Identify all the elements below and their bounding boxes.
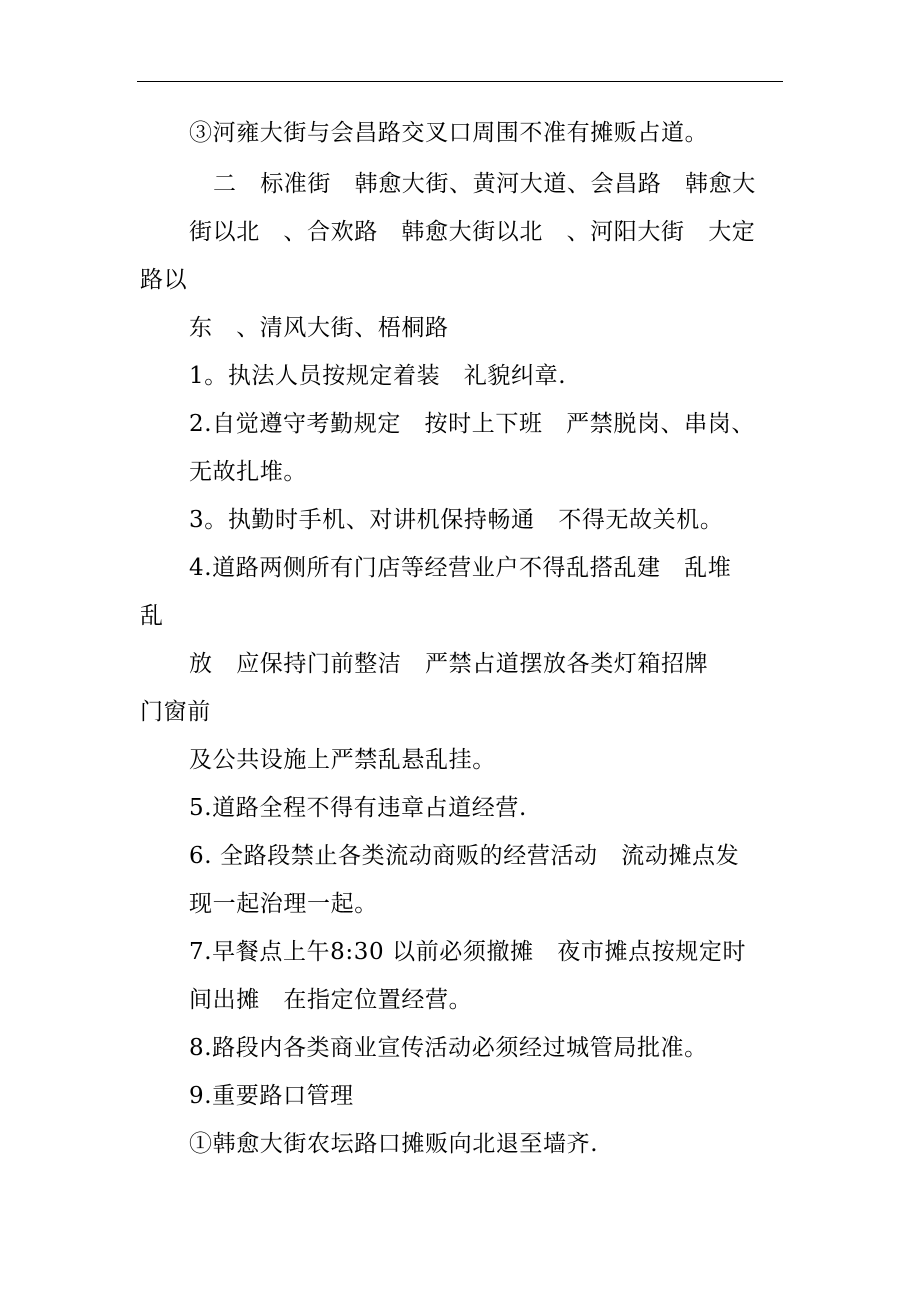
list-item: 5.道路全程不得有违章占道经营.	[189, 795, 527, 821]
section-heading: 二 标准街 韩愈大街、黄河大道、会昌路 韩愈大	[213, 171, 756, 197]
list-item: 6. 全路段禁止各类流动商贩的经营活动 流动摊点发	[189, 843, 740, 869]
list-item: 7.早餐点上午8:30 以前必须撤摊 夜市摊点按规定时	[189, 939, 747, 965]
text-line: 无故扎堆。	[189, 459, 307, 485]
text-line: 现一起治理一起。	[189, 891, 378, 917]
header-rule	[137, 81, 783, 82]
text-line: 东 、清风大街、梧桐路	[189, 315, 449, 341]
text-line: 放 应保持门前整洁 严禁占道摆放各类灯箱招牌	[189, 651, 709, 677]
text-line: 乱	[140, 603, 164, 629]
text-line: 街以北 、合欢路 韩愈大街以北 、河阳大街 大定	[189, 219, 756, 245]
list-item: 9.重要路口管理	[189, 1083, 354, 1109]
list-item: 8.路段内各类商业宣传活动必须经过城管局批准。	[189, 1035, 708, 1061]
list-item: 4.道路两侧所有门店等经营业户不得乱搭乱建 乱堆	[189, 555, 732, 581]
list-item: 1。执法人员按规定着装 礼貌纠章.	[189, 363, 567, 389]
list-item: ①韩愈大街农坛路口摊贩向北退至墙齐.	[189, 1131, 599, 1157]
text-line: 及公共设施上严禁乱悬乱挂。	[189, 747, 496, 773]
list-item: 2.自觉遵守考勤规定 按时上下班 严禁脱岗、串岗、	[189, 411, 755, 437]
text-line: 门窗前	[140, 699, 211, 725]
text-line: ③河雍大街与会昌路交叉口周围不准有摊贩占道。	[189, 120, 709, 146]
list-item: 3。执勤时手机、对讲机保持畅通 不得无故关机。	[189, 507, 724, 533]
text-line: 路以	[140, 267, 188, 293]
text-line: 间出摊 在指定位置经营。	[189, 987, 473, 1013]
